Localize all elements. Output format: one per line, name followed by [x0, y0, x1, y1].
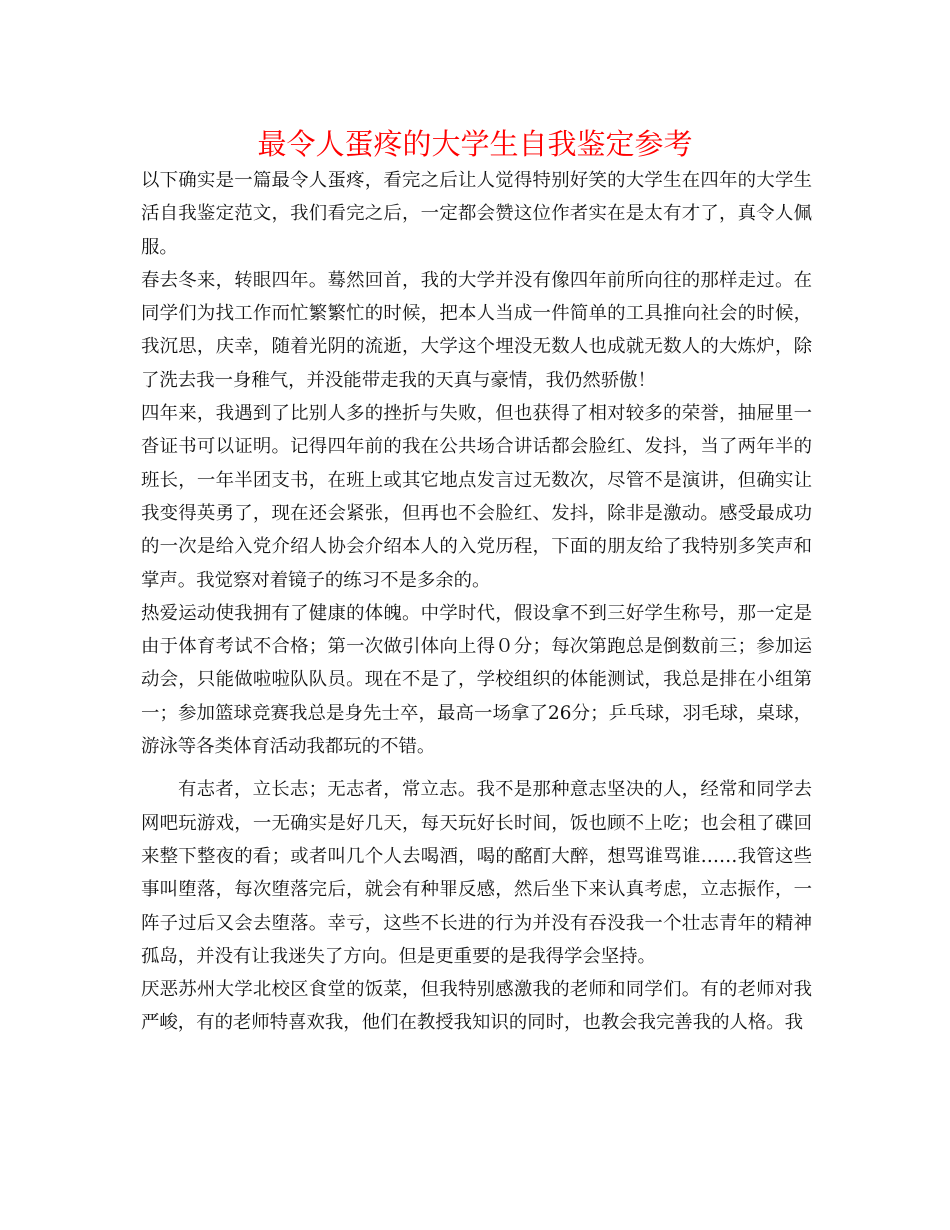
- paragraph-sports: 热爱运动使我拥有了健康的体魄。中学时代，假设拿不到三好学生称号，那一定是由于体育考试不合格；第一次做引体向上得０分；每次第跑总是倒数前三；参加运动会，只能做啦啦队队员。现在不是了，学校组织的体能测试，我总是排在小组第一；参加篮球竞赛我总是身先士卒，最高一场拿了26分；乒乓球，羽毛球，桌球，游泳等各类体育活动我都玩的不错。: [141, 602, 812, 758]
- document-body: [141, 164, 812, 1040]
- paragraph-ambition: 有志者，立长志；无志者，常立志。我不是那种意志坚决的人，经常和同学去网吧玩游戏，一无确实是好几天，每天玩好长时间，饭也顾不上吃；也会租了碟回来整下整夜的看；或者叫几个人去喝酒，喝的酩酊大醉，想骂谁骂谁……我管这些事叫堕落，每次堕落完后，就会有种罪反感，然后坐下来认真考虑，立志振作，一阵子过后又会去堕落。幸亏，这些不长进的行为并没有吞没我一个壮志青年的精神孤岛，并没有让我迷失了方向。但是更重要的是我得学会坚持。: [141, 779, 812, 967]
- document-title: 最令人蛋疼的大学生自我鉴定参考: [257, 127, 693, 161]
- paragraph-teachers: 厌恶苏州大学北校区食堂的饭菜，但我特别感激我的老师和同学们。有的老师对我严峻，有的老师特喜欢我，他们在教授我知识的同时，也教会我完善我的人格。我: [141, 979, 812, 1034]
- paragraph-four-years: 四年来，我遇到了比别人多的挫折与失败，但也获得了相对较多的荣誉，抽屉里一沓证书可以证明。记得四年前的我在公共场合讲话都会脸红、发抖，当了两年半的班长，一年半团支书，在班上或其它地点发言过无数次，尽管不是演讲，但确实让我变得英勇了，现在还会紧张，但再也不会脸红、发抖，除非是激动。感受最成功的一次是给入党介绍人协会介绍本人的入党历程，下面的朋友给了我特别多笑声和掌声。我觉察对着镜子的练习不是多余的。: [141, 403, 812, 591]
- paragraph-spring-winter: 春去冬来，转眼四年。蓦然回首，我的大学并没有像四年前所向往的那样走过。在同学们为找工作而忙繁繁忙的时候，把本人当成一件简单的工具推向社会的时候，我沉思，庆幸，随着光阴的流逝，大学这个埋没无数人也成就无数人的大炼炉，除了洗去我一身稚气，并没能带走我的天真与豪情，我仍然骄傲！: [141, 269, 812, 391]
- paragraph-intro: 以下确实是一篇最令人蛋疼，看完之后让人觉得特别好笑的大学生在四年的大学生活自我鉴定范文，我们看完之后，一定都会赞这位作者实在是太有才了，真令人佩服。: [141, 170, 812, 258]
